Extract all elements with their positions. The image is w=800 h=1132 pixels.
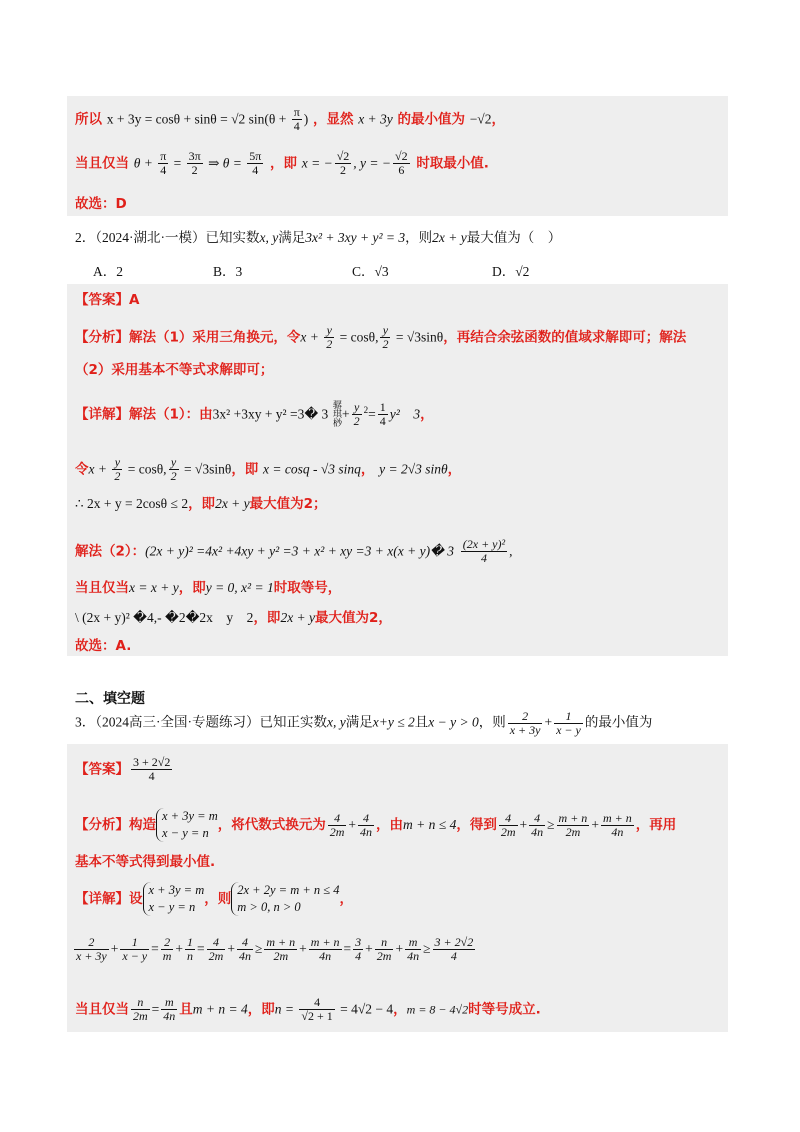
- solution-line-1: 所以 x + 3y = cosθ + sinθ = √2 sin(θ + $\frac{\pi}{4}$ ) ，显然 x + 3y 的最小值为 −√2，: [75, 105, 505, 133]
- fraction: $\frac{4}{4n}$: [531, 810, 544, 839]
- fraction: $\frac{4}{4n}$: [360, 810, 373, 839]
- fraction: $\frac{y}{2}$: [382, 323, 389, 351]
- math-expr: −√2: [469, 111, 492, 127]
- detail-2-line-3: ∴ 2x + y = 2cosθ ≤ 2，即2x + y最大值为2；: [75, 496, 327, 512]
- analysis-3-line-2: 基本不等式得到最小值.: [75, 854, 216, 870]
- option-a: A．2: [93, 264, 123, 279]
- solution-choice: 故选：D: [75, 196, 127, 212]
- section-heading: 二、填空题: [75, 691, 145, 707]
- detail-2-choice: 故选：A.: [75, 638, 132, 654]
- fraction: $\frac{4}{2m}$: [500, 810, 516, 839]
- question-3: 3．（2024高三·全国·专题练习）已知正实数x, y满足x+y ≤ 2且x − y > 0，则 $\frac{2}{x + 3y}$ + $\frac{1}{x - y}$ 的最小值为: [75, 709, 653, 737]
- fraction: $\frac{2}{x + 3y}$: [509, 709, 541, 737]
- fraction: $\frac{3 + 2√2}{4}$: [133, 755, 171, 783]
- detail-2-line-6: \ (2x + y)² �4,- �2�2x y 2，即2x + y最大值为2，: [75, 610, 392, 626]
- fraction: $\frac{m + n}{4n}$: [602, 810, 632, 839]
- detail-3-line-3: 当且仅当 $\frac{n}{2m}$ = $\frac{m}{4n}$ 且m + n = 4，即n = $\frac{4}{√2 + 1}$ = 4√2 − 4，m = 8 − 4√2时等号成立.: [75, 995, 541, 1023]
- analysis-3-line-1: 【分析】构造 x + 3y = m x − y = n ，将代数式换元为 $\frac{4}{2m}$ + $\frac{4}{4n}$ ，由m + n ≤ 4，得到 $\frac{4}{2m}$ + $\frac{4}{4n}$ ≥ $\frac{m + n}{2m}$ + $\frac{m + n}{4n}$ ，再用: [75, 809, 677, 840]
- fraction: $\frac{\text{(2x + y)²}}{4}$: [462, 537, 506, 565]
- fraction: $\frac{\pi}{4}$: [293, 105, 300, 133]
- fraction: $\frac{1}{4}$: [379, 400, 386, 428]
- fraction: $\frac{√2}{6}$: [395, 149, 408, 177]
- detail-2-line-4: 解法（2）：(2x + y)² =4x² +4xy + y² =3 + x² + xy =3 + x(x + y)� 3 $\frac{\text{(2x + y)²}}{4}$ ,: [75, 537, 513, 565]
- detail-3-chain: $\frac{2}{x + 3y}$ + $\frac{1}{x - y}$ = $\frac{2}{m}$ + $\frac{1}{n}$ = $\frac{4}{2m}$ + $\frac{4}{4n}$ ≥ $\frac{m + n}{2m}$ + $\frac{m + n}{4n}$ = $\frac{3}{4}$ + $\frac{n}{2m}$ + $\frac{m}{4n}$ ≥ $\frac{3 + 2√2}{4}$: [76, 935, 474, 963]
- text: 当且仅当: [75, 155, 129, 172]
- answer-3: 【答案】 $\frac{3 + 2√2}{4}$: [75, 755, 171, 783]
- solution-line-2: 当且仅当 θ + $\frac{\pi}{4}$ = $\frac{3\pi}{2}$ ⇒ θ = $\frac{5\pi}{4}$ ，即 x = − $\frac{√2}{2}$ , y = − $\frac{√2}{6}$ 时取最小值.: [75, 149, 489, 177]
- analysis-2-line-1: 【分析】解法（1）采用三角换元，令x + $\frac{y}{2}$ = cosθ, $\frac{y}{2}$ = √3sinθ，再结合余弦函数的值域求解即可；解法: [75, 323, 687, 351]
- math-expr: x + 3y: [358, 111, 393, 127]
- text: ，即: [270, 155, 298, 172]
- fraction: $\frac{3\pi}{2}$: [188, 149, 201, 177]
- fraction: $\frac{y}{2}$: [170, 455, 177, 483]
- answer-2: 【答案】A: [75, 292, 140, 308]
- equation-system: x + 3y = m x − y = n: [143, 882, 205, 916]
- fraction: $\frac{\pi}{4}$: [160, 149, 167, 177]
- math-expr: x + 3y = cosθ + sinθ = √2 sin(θ +: [106, 111, 290, 127]
- detail-2-line-1: 【详解】解法（1）：由3x² +3xy + y² =3� 3 骣 琪 桫+ $\frac{y}{2}$ $^2$= $\frac{1}{4}$ y² 3，: [75, 400, 434, 428]
- analysis-2-line-2: （2）采用基本不等式求解即可；: [75, 362, 274, 378]
- fraction: $\frac{4}{2m}$: [329, 810, 345, 839]
- fraction: $\frac{5\pi}{4}$: [249, 149, 262, 177]
- fraction: $\frac{m + n}{2m}$: [558, 810, 588, 839]
- text: ，显然: [312, 111, 354, 128]
- fraction: $\frac{y}{2}$: [114, 455, 121, 483]
- fraction: $\frac{1}{x - y}$: [556, 709, 581, 737]
- option-d: D．√2: [492, 264, 530, 279]
- option-b: B．3: [213, 264, 243, 279]
- detail-2-line-2: 令x + $\frac{y}{2}$ = cosθ, $\frac{y}{2}$ = √3sinθ，即 x = cosq - √3 sinq， y = 2√3 sinθ，: [75, 455, 462, 483]
- detail-3-line-1: 【详解】设 x + 3y = m x − y = n ，则 2x + 2y = m + n ≤ 4 m > 0, n > 0 ，: [75, 883, 354, 914]
- fraction: $\frac{y}{2}$: [353, 400, 360, 428]
- text: 所以: [75, 111, 102, 128]
- option-c: C．√3: [352, 264, 389, 279]
- equation-system: 2x + 2y = m + n ≤ 4 m > 0, n > 0: [231, 882, 339, 916]
- fraction: $\frac{√2}{2}$: [336, 149, 350, 177]
- equation-system: x + 3y = m x − y = n: [156, 808, 218, 842]
- text: 的最小值为: [397, 111, 465, 128]
- text: 时取最小值.: [416, 155, 489, 172]
- detail-2-line-5: 当且仅当x = x + y，即y = 0, x² = 1时取等号，: [75, 580, 342, 596]
- math-expr: θ +: [133, 155, 157, 171]
- fraction: $\frac{y}{2}$: [326, 323, 333, 351]
- math-expr: ): [303, 111, 309, 127]
- question-2: 2．（2024·湖北·一模）已知实数x, y满足3x² + 3xy + y² = 3，则2x + y最大值为（ ）: [75, 230, 562, 245]
